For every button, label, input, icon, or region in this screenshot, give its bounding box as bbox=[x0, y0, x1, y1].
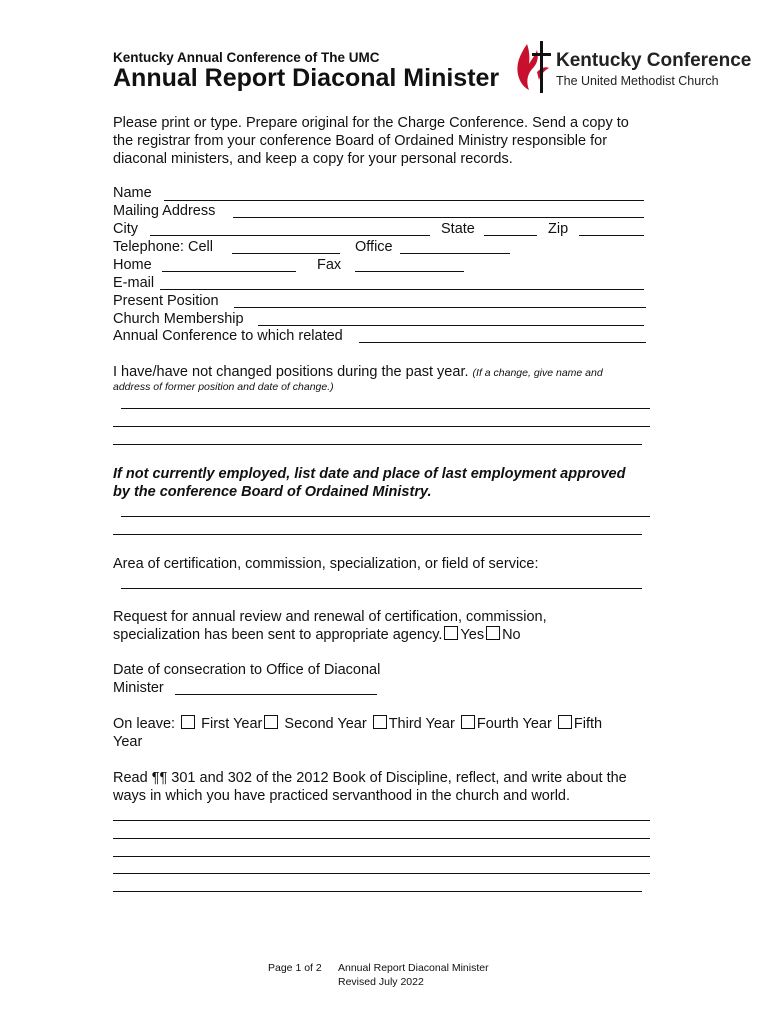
office-field[interactable] bbox=[400, 253, 510, 254]
positions-line-3[interactable] bbox=[113, 444, 642, 445]
conference-line: Kentucky Annual Conference of The UMC bbox=[113, 50, 380, 65]
consecration-date-field[interactable] bbox=[175, 694, 377, 695]
present-position-label: Present Position bbox=[113, 293, 219, 309]
logo-wordmark: Kentucky Conference bbox=[556, 50, 752, 71]
flame-icon bbox=[517, 44, 537, 90]
intro-paragraph bbox=[113, 114, 673, 168]
fifth-year-label: Fifth bbox=[573, 716, 603, 732]
zip-field[interactable] bbox=[579, 235, 644, 236]
first-year-checkbox[interactable] bbox=[181, 715, 195, 729]
city-field[interactable] bbox=[150, 235, 430, 236]
employment-line-1: If not currently employed, list date and place of last employment approved bbox=[113, 466, 626, 482]
no-checkbox[interactable] bbox=[486, 626, 500, 640]
second-year-label: Second Year bbox=[284, 716, 367, 732]
reflect-line-1: Read ¶¶ 301 and 302 of the 2012 Book of Discipline, reflect, and write about the bbox=[113, 770, 627, 786]
intro-line: diaconal ministers, and keep a copy for your personal records. bbox=[113, 151, 513, 167]
intro-line: the registrar from your conference Board of Ordained Ministry responsible for bbox=[113, 133, 608, 149]
email-field[interactable] bbox=[160, 289, 644, 290]
employment-answer-1[interactable] bbox=[121, 516, 650, 517]
telephone-cell-label: Telephone: Cell bbox=[113, 239, 213, 255]
zip-label: Zip bbox=[548, 221, 569, 237]
intro-line: Please print or type. Prepare original for the Charge Conference. Send a copy to bbox=[113, 115, 629, 131]
state-field[interactable] bbox=[484, 235, 537, 236]
name-field[interactable] bbox=[164, 200, 644, 201]
city-label: City bbox=[113, 221, 138, 237]
renewal-line-1: Request for annual review and renewal of certification, commission, bbox=[113, 609, 547, 625]
positions-statement bbox=[113, 363, 603, 382]
fax-field[interactable] bbox=[355, 271, 464, 272]
renewal-text: specialization has been sent to appropriate agency. bbox=[113, 627, 443, 643]
mailing-address-label: Mailing Address bbox=[113, 203, 216, 219]
reflect-answer-2[interactable] bbox=[113, 838, 650, 839]
page-number: Page 1 of 2 bbox=[268, 962, 322, 974]
employment-answer-2[interactable] bbox=[113, 534, 642, 535]
second-year-checkbox[interactable] bbox=[264, 715, 278, 729]
reflect-answer-3[interactable] bbox=[113, 856, 650, 857]
logo-subtitle: The United Methodist Church bbox=[556, 74, 719, 88]
annual-conference-field[interactable] bbox=[359, 342, 646, 343]
yes-checkbox[interactable] bbox=[444, 626, 458, 640]
fifth-year-label-cont: Year bbox=[113, 734, 143, 750]
yes-label: Yes bbox=[460, 627, 485, 643]
consecration-line-1: Date of consecration to Office of Diaconal bbox=[113, 662, 381, 678]
footer-title: Annual Report Diaconal Minister bbox=[338, 962, 489, 974]
page-title: Annual Report Diaconal Minister bbox=[113, 64, 500, 92]
first-year-label: First Year bbox=[201, 716, 263, 732]
fourth-year-checkbox[interactable] bbox=[461, 715, 475, 729]
certification-label: Area of certification, commission, specialization, or field of service: bbox=[113, 556, 539, 572]
no-label: No bbox=[502, 627, 521, 643]
positions-line-2[interactable] bbox=[113, 426, 650, 427]
fifth-year-checkbox[interactable] bbox=[558, 715, 572, 729]
third-year-checkbox[interactable] bbox=[373, 715, 387, 729]
office-label: Office bbox=[355, 239, 393, 255]
church-membership-field[interactable] bbox=[258, 325, 644, 326]
church-membership-label: Church Membership bbox=[113, 311, 244, 327]
employment-line-2: by the conference Board of Ordained Ministry. bbox=[113, 484, 432, 500]
certification-field[interactable] bbox=[121, 588, 642, 589]
state-label: State bbox=[441, 221, 475, 237]
home-label: Home bbox=[113, 257, 152, 273]
positions-note-cont: address of former position and date of change.) bbox=[113, 381, 334, 393]
reflect-answer-4[interactable] bbox=[113, 873, 650, 874]
email-label: E-mail bbox=[113, 275, 155, 291]
annual-conference-label: Annual Conference to which related bbox=[113, 328, 343, 344]
consecration-line-2: Minister bbox=[113, 680, 164, 696]
footer-revised: Revised July 2022 bbox=[338, 976, 424, 988]
reflect-answer-5[interactable] bbox=[113, 891, 642, 892]
leave-label: On leave: bbox=[113, 716, 176, 732]
present-position-field[interactable] bbox=[234, 307, 646, 308]
positions-main: I have/have not changed positions during the past year. bbox=[113, 364, 469, 380]
reflect-answer-1[interactable] bbox=[113, 820, 650, 821]
name-label: Name bbox=[113, 185, 152, 201]
fourth-year-label: Fourth Year bbox=[476, 716, 552, 732]
cross-icon bbox=[540, 41, 543, 93]
leave-row bbox=[113, 715, 602, 733]
positions-note: (If a change, give name and bbox=[472, 367, 603, 379]
positions-line-1[interactable] bbox=[121, 408, 650, 409]
fax-label: Fax bbox=[317, 257, 342, 273]
third-year-label: Third Year bbox=[388, 716, 455, 732]
mailing-address-field[interactable] bbox=[233, 217, 644, 218]
reflect-line-2: ways in which you have practiced servanthood in the church and world. bbox=[113, 788, 571, 804]
telephone-cell-field[interactable] bbox=[232, 253, 340, 254]
renewal-line-2 bbox=[113, 626, 521, 644]
home-field[interactable] bbox=[162, 271, 296, 272]
